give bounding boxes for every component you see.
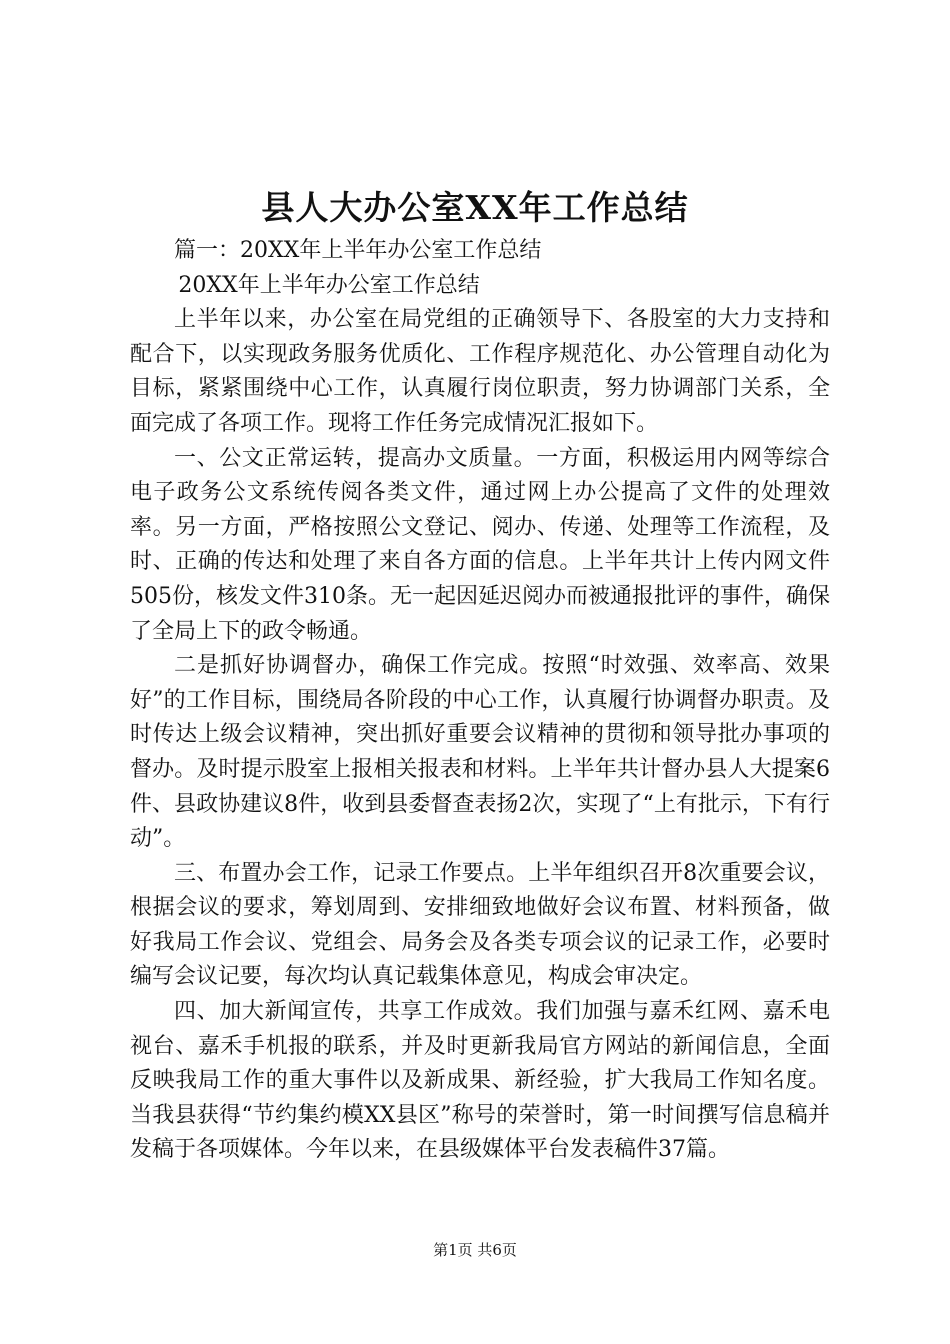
page-number-footer: 第1页 共6页 — [433, 1241, 517, 1259]
paragraph-publicity: 四、加大新闻宣传，共享工作成效。我们加强与嘉禾红网、嘉禾电视台、嘉禾手机报的联系，并及时更新我局官方网站的新闻信息，全面反映我局工作的重大事件以及新成果、新经验，扩大我局工作知名度。当我县获得“节约集约模XX县区”称号的荣誉时，第一时间撰写信息稿并发稿于各项媒体。今年以来，在县级媒体平台发表稿件37篇。 — [130, 999, 830, 1163]
document-title: 县人大办公室XX年工作总结 — [261, 188, 689, 227]
document-body — [130, 234, 830, 1168]
section-subtitle: 20XX年上半年办公室工作总结 — [178, 272, 480, 298]
paragraph-document-processing: 一、公文正常运转，提高办文质量。一方面，积极运用内网等综合电子政务公文系统传阅各类文件，通过网上办公提高了文件的处理效率。另一方面，严格按照公文登记、阅办、传递、处理等工作流程，及时、正确的传达和处理了来自各方面的信息。上半年共计上传内网文件505份，核发文件310条。无一起因延迟阅办而被通报批评的事件，确保了全局上下的政令畅通。 — [130, 445, 830, 644]
paragraph-meetings: 三、布置办会工作，记录工作要点。上半年组织召开8次重要会议，根据会议的要求，筹划周到、安排细致地做好会议布置、材料预备，做好我局工作会议、党组会、局务会及各类专项会议的记录工作，必要时编写会议记要，每次均认真记载集体意见，构成会审决定。 — [130, 860, 830, 990]
section-heading: 篇一：20XX年上半年办公室工作总结 — [174, 238, 542, 263]
paragraph-intro: 上半年以来，办公室在局党组的正确领导下、各股室的大力支持和配合下，以实现政务服务优质化、工作程序规范化、办公管理自动化为目标，紧紧围绕中心工作，认真履行岗位职责，努力协调部门关系，全面完成了各项工作。现将工作任务完成情况汇报如下。 — [130, 307, 830, 436]
paragraph-supervision: 二是抓好协调督办，确保工作完成。按照“时效强、效率高、效果好”的工作目标，围绕局各阶段的中心工作，认真履行协调督办职责。及时传达上级会议精神，突出抓好重要会议精神的贯彻和领导批办事项的督办。及时提示股室上报相关报表和材料。上半年共计督办县人大提案6件、县政协建议8件，收到县委督查表扬2次，实现了“上有批示，下有行动”。 — [130, 653, 830, 852]
